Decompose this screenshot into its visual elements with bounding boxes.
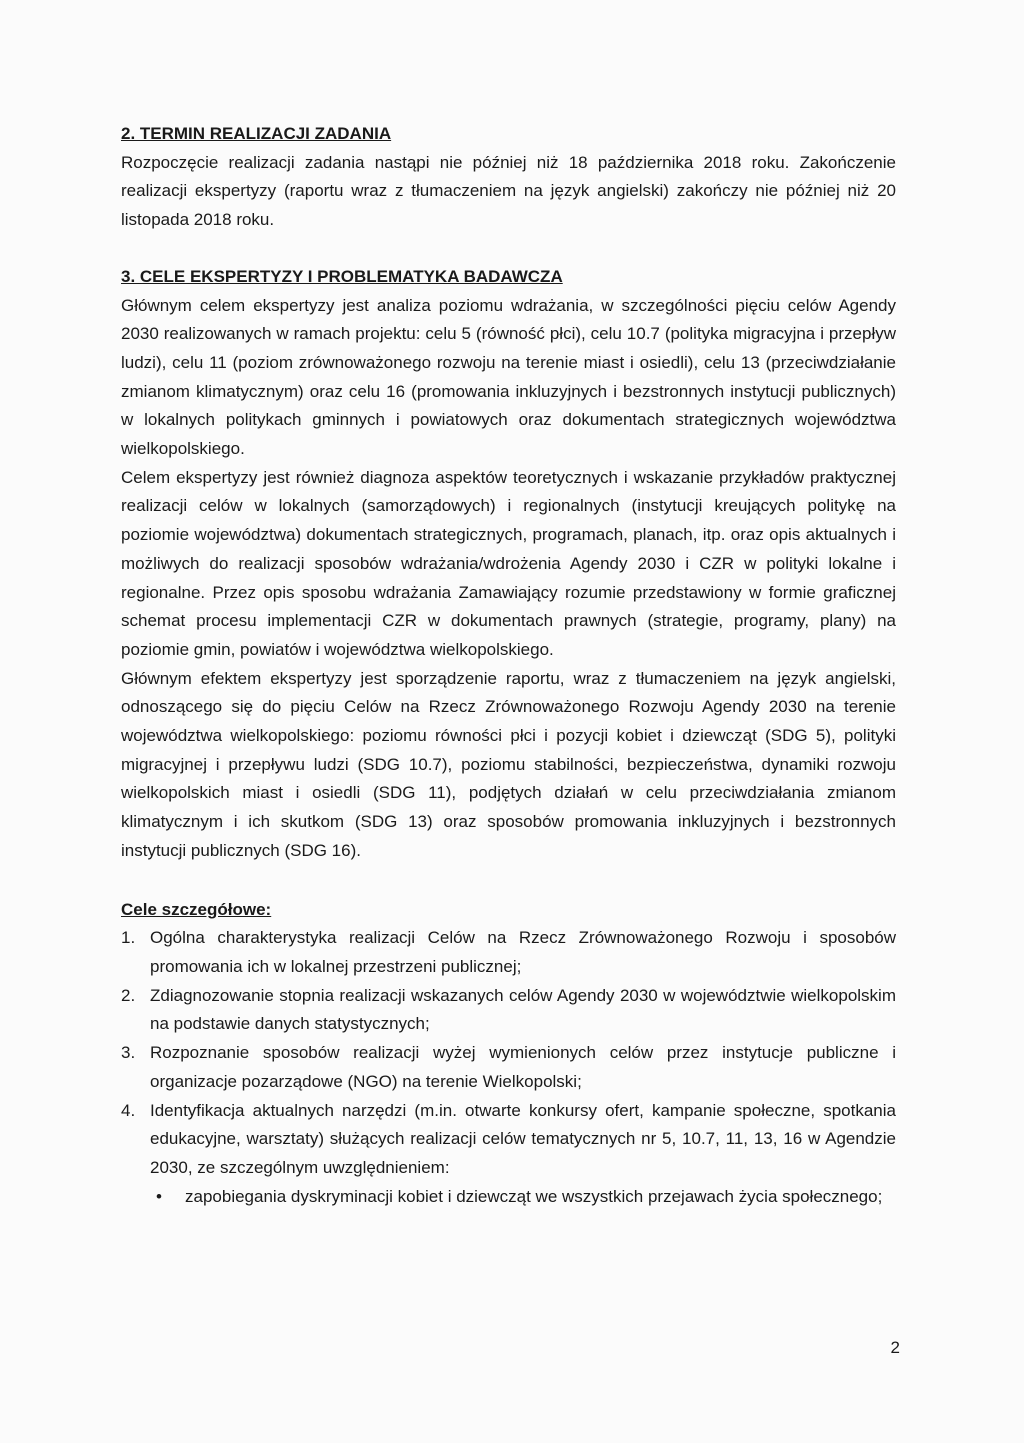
section-2-heading: 2. TERMIN REALIZACJI ZADANIA [121,124,392,143]
sublist-item-text: zapobiegania dyskryminacji kobiet i dziewcząt we wszystkich przejawach życia społecznego; [185,1186,883,1206]
list-item [121,1097,896,1183]
bullet-icon: • [156,1186,162,1206]
list-item-text: Identyfikacja aktualnych narzędzi (m.in. otwarte konkursy ofert, kampanie społeczne, spotkania edukacyjne, warsztaty) służących realizacji celów tematycznych nr 5, 10.7, 11, 13, 16 w Agendzie 2030, ze szczególnym uwzględnieniem: [150,1100,896,1177]
detailed-goals-heading: Cele szczegółowe: [121,899,272,919]
list-item-number: 4. [121,1100,136,1120]
section-3-paragraph: Głównym efektem ekspertyzy jest sporządzenie raportu, wraz z tłumaczeniem na język angielski, odnoszącego się do pięciu Celów na Rzecz Zrównoważonego Rozwoju Agendy 2030 na terenie województwa wielkopolskiego: poziomu równości płci i pozycji kobiet i dziewcząt (SDG 5), polityki migracyjnej i przepływu ludzi (SDG 10.7), poziomu stabilności, bezpieczeństwa, dynamiki rozwoju wielkopolskich miast i osiedli (SDG 11), podjętych działań w celu przeciwdziałania zmianom klimatycznym i ich skutkom (SDG 13) oraz sposobów promowania inkluzyjnych i bezstronnych instytucji publicznych (SDG 16). [121,668,896,860]
spacer [121,235,896,263]
spacer [121,866,896,896]
list-item [121,982,896,1039]
detailed-goals-sublist [121,1183,896,1212]
section-3-paragraph: Celem ekspertyzy jest również diagnoza aspektów teoretycznych i wskazanie przykładów praktycznej realizacji celów w lokalnych (samorządowych) i regionalnych (instytucji kreujących politykę na poziomie województwa) dokumentach strategicznych, programach, planach, itp. oraz opis aktualnych i możliwych do realizacji sposobów wdrażania/wdrożenia Agendy 2030 i CZR w polityki lokalne i regionalne. Przez opis sposobu wdrażania Zamawiający rozumie przedstawiony w formie graficznej schemat procesu implementacji CZR w dokumentach prawnych (strategie, programy, plany) na poziomie gmin, powiatów i województwa wielkopolskiego. [121,467,896,659]
section-3-paragraph: Głównym celem ekspertyzy jest analiza poziomu wdrażania, w szczególności pięciu celów Agendy 2030 realizowanych w ramach projektu: celu 5 (równość płci), celu 10.7 (polityka migracyjna i przepływ ludzi), celu 11 (poziom zrównoważonego rozwoju na terenie miast i osiedli), celu 13 (przeciwdziałanie zmianom klimatycznym) oraz celu 16 (promowania inkluzyjnych i bezstronnych instytucji publicznych) w lokalnych politykach gminnych i powiatowych oraz dokumentach strategicznych województwa wielkopolskiego. [121,295,896,459]
document-content [121,120,896,1211]
list-item-text: Ogólna charakterystyka realizacji Celów na Rzecz Zrównoważonego Rozwoju i sposobów promowania ich w lokalnej przestrzeni publicznej; [150,928,896,976]
list-item-text: Rozpoznanie sposobów realizacji wyżej wymienionych celów przez instytucje publiczne i organizacje pozarządowe (NGO) na terenie Wielkopolski; [150,1043,896,1091]
list-item-text: Zdiagnozowanie stopnia realizacji wskazanych celów Agendy 2030 w województwie wielkopolskim na podstawie danych statystycznych; [150,985,896,1034]
list-item-number: 2. [121,985,136,1005]
detailed-goals-list [121,924,896,1182]
list-item-number: 3. [121,1043,136,1063]
section-3-heading: 3. CELE EKSPERTYZY I PROBLEMATYKA BADAWCZA [121,266,563,286]
list-item [121,1039,896,1096]
section-2-text: Rozpoczęcie realizacji zadania nastąpi nie później niż 18 października 2018 roku. Zakończenie realizacji ekspertyzy (raportu wraz z tłumaczeniem na język angielski) zakończy nie później niż 20 listopada 2018 roku. [121,152,896,230]
page-number: 2 [890,1338,900,1357]
sublist-item [121,1183,896,1212]
list-item-number: 1. [121,928,136,948]
list-item [121,924,896,981]
